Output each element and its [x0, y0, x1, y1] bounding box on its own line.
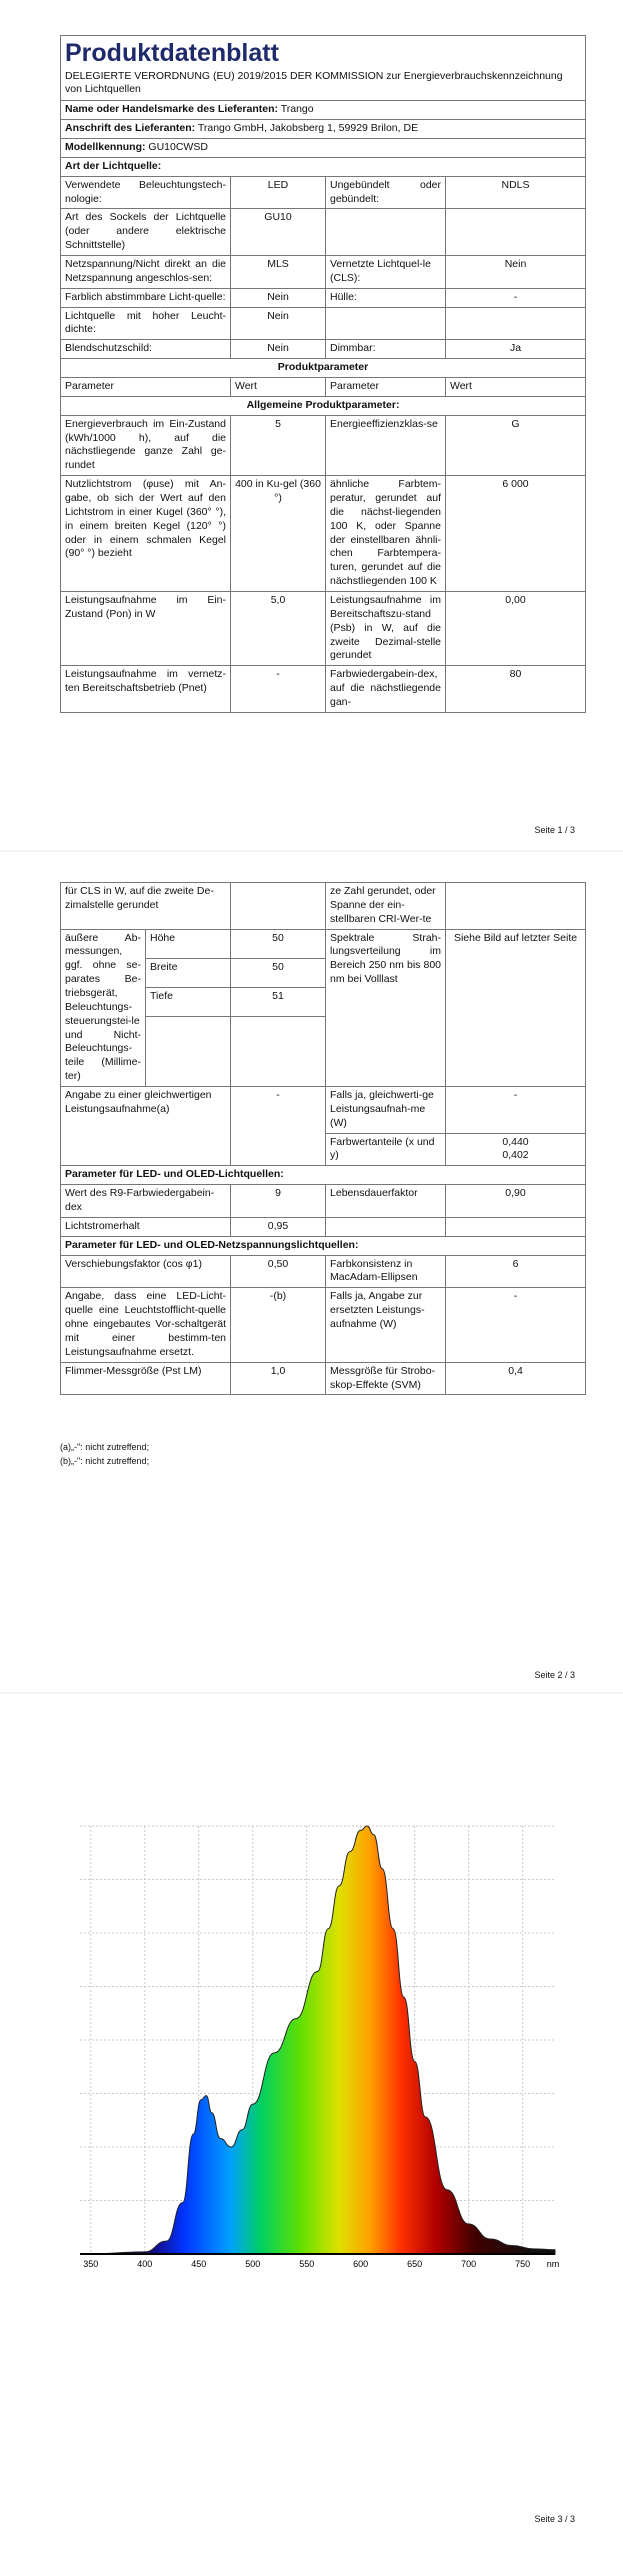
x-tick-label: 650 — [407, 2259, 423, 2269]
table-row: Lichtstromerhalt 0,95 — [61, 1217, 586, 1236]
table-row: Netzspannung/Nicht direkt an die Netzspannung angeschlos-sen: MLS Vernetzte Lichtquel-le (CLS): Nein — [61, 255, 586, 288]
x-tick-label: 600 — [353, 2259, 369, 2269]
mains-heading: Parameter für LED- und OLED-Netzspannungslichtquellen: — [61, 1236, 586, 1255]
equiv-label: Angabe zu einer gleichwertigen Leistungsaufnahme(a) — [61, 1087, 231, 1166]
x-tick-label: 450 — [191, 2259, 207, 2269]
x-tick-label: nm — [546, 2259, 560, 2269]
dimensions-label: äußere Ab-messungen, ggf. ohne se-parates Be-triebsgerät, Beleuchtungs-steuerungstei-le und Nicht-Beleuchtungs-teile (Millime-ter) — [61, 929, 146, 1086]
params-heading: Produktparameter — [61, 359, 586, 378]
table-row: Breite 50 — [61, 958, 586, 987]
page-footer: Seite 3 / 3 — [534, 2514, 575, 2524]
footnote-b: (b)„-": nicht zutreffend; — [60, 1456, 150, 1467]
params-header-row: Parameter Wert Parameter Wert — [61, 377, 586, 396]
x-tick-label: 400 — [137, 2259, 153, 2269]
spectrum-chart — [70, 1814, 565, 2284]
table-row: Wert des R9-Farbwiedergabein-dex 9 Lebensdauerfaktor 0,90 — [61, 1185, 586, 1218]
table-row: Verwendete Beleuchtungstech-nologie: LED Ungebündelt oder gebündelt: NDLS — [61, 176, 586, 209]
x-tick-label: 550 — [299, 2259, 315, 2269]
x-tick-label: 750 — [515, 2259, 531, 2269]
x-tick-label: 700 — [461, 2259, 477, 2269]
x-tick-label: 350 — [83, 2259, 99, 2269]
type-heading: Art der Lichtquelle: — [61, 157, 586, 176]
table-row: Nutzlichtstrom (φuse) mit An-gabe, ob sich der Wert auf den Lichtstrom in einer Kugel (360° °), in einem breiten Kegel (120° °) oder in einem schmalen Kegel (90° °) bezieht 400 in Ku-gel (360 °) ähnliche Farbtem-peratur, gerundet auf die nächst-liegenden 100 K, oder Spanne der einstellbaren ähnli-chen Farbtempera-turen, gerundet auf die nächstliegenden 100 K 6 000 — [61, 476, 586, 592]
general-heading: Allgemeine Produktparameter: — [61, 396, 586, 415]
page-title: Produktdatenblatt — [65, 39, 279, 67]
table-row: Tiefe 51 — [61, 987, 586, 1016]
datasheet-table-2 — [60, 882, 586, 1395]
page-3 — [0, 1694, 623, 2560]
table-row: Farbwertanteile (x und y) 0,440 0,402 — [61, 1133, 586, 1166]
page-1 — [0, 0, 623, 850]
table-row: für CLS in W, auf die zweite De-zimalstelle gerundet ze Zahl gerundet, oder Spanne der ein-stellbaren CRI-Wer-te — [61, 883, 586, 930]
datasheet-table-1 — [60, 35, 586, 713]
table-row: Angabe, dass eine LED-Licht-quelle eine Leuchtstofflicht-quelle ohne eingebautes Vor-schaltgerät mit einer bestimm-ten Leistungsaufnahme ersetzt. -(b) Falls ja, Angabe zur ersetzten Leistungs-aufnahme (W) - — [61, 1288, 586, 1362]
table-row: Lichtquelle mit hoher Leucht-dichte: Nein — [61, 307, 586, 340]
page-footer: Seite 1 / 3 — [534, 825, 575, 835]
table-row: Energieverbrauch im Ein-Zustand (kWh/1000 h), auf die nächstliegende ganze Zahl ge-rundet 5 Energieeffizienzklas-se G — [61, 415, 586, 475]
table-row: Leistungsaufnahme im Ein-Zustand (Pon) in W 5,0 Leistungsaufnahme im Bereitschaftszu-stand (Psb) in W, auf die zweite Dezimal-stelle gerundet 0,00 — [61, 592, 586, 666]
table-row: Leistungsaufnahme im vernetz-ten Bereitschaftsbetrieb (Pnet) - Farbwiedergabein-dex, auf die nächstliegende gan- 80 — [61, 666, 586, 713]
x-tick-label: 500 — [245, 2259, 261, 2269]
table-row: Verschiebungsfaktor (cos φ1) 0,50 Farbkonsistenz in MacAdam-Ellipsen 6 — [61, 1255, 586, 1288]
led-heading: Parameter für LED- und OLED-Lichtquellen: — [61, 1166, 586, 1185]
table-row: Art des Sockels der Lichtquelle (oder andere elektrische Schnittstelle) GU10 — [61, 209, 586, 256]
page-2 — [0, 852, 623, 1692]
address-row: Anschrift des Lieferanten: Trango GmbH, Jakobsberg 1, 59929 Brilon, DE — [61, 120, 586, 139]
regulation-text: DELEGIERTE VERORDNUNG (EU) 2019/2015 DER KOMMISSION zur Energieverbrauchskennzeichnung von Lichtquellen — [65, 69, 563, 96]
table-row: äußere Ab-messungen, ggf. ohne se-parates Be-triebsgerät, Beleuchtungs-steuerungstei-le und Nicht-Beleuchtungs-teile (Millime-ter) Höhe 50 Spektrale Strah-lungsverteilung im Bereich 250 nm bis 800 nm bei Volllast Siehe Bild auf letzter Seite — [61, 929, 586, 958]
table-row: Farblich abstimmbare Licht-quelle: Nein Hülle: - — [61, 288, 586, 307]
model-row: Modellkennung: GU10CWSD — [61, 138, 586, 157]
supplier-row: Name oder Handelsmarke des Lieferanten: Trango — [61, 101, 586, 120]
table-row: Blendschutzschild: Nein Dimmbar: Ja — [61, 340, 586, 359]
footnote-a: (a)„-": nicht zutreffend; — [60, 1442, 150, 1452]
table-row: Angabe zu einer gleichwertigen Leistungsaufnahme(a) - Falls ja, gleichwerti-ge Leistungsaufnah-me (W) - — [61, 1087, 586, 1134]
footnotes — [60, 1440, 149, 1469]
x-tick-labels — [83, 2259, 559, 2269]
page-footer: Seite 2 / 3 — [534, 1670, 575, 1680]
table-row: Flimmer-Messgröße (Pst LM) 1,0 Messgröße für Strobo-skop-Effekte (SVM) 0,4 — [61, 1362, 586, 1395]
